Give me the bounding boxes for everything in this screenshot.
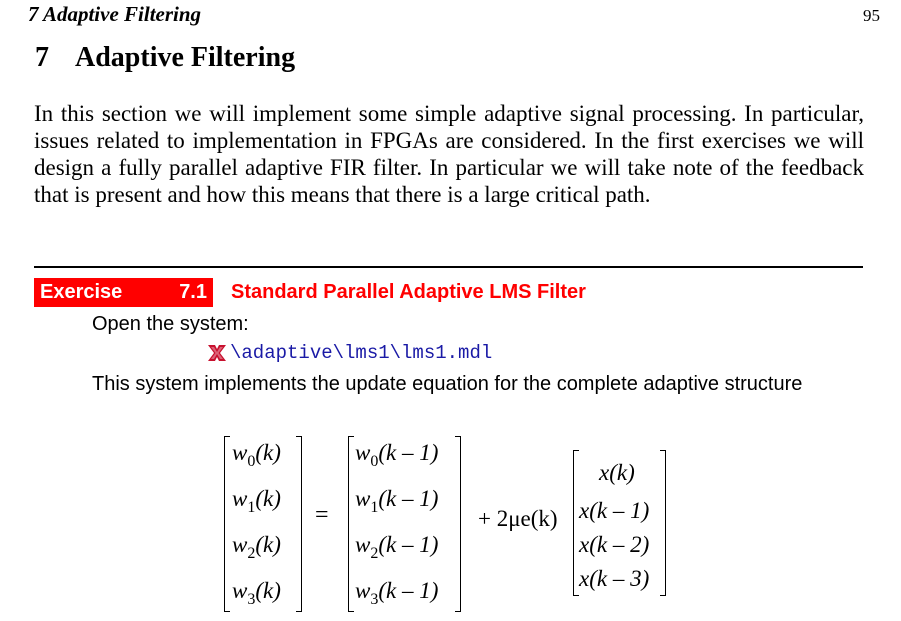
section-title: Adaptive Filtering [75,42,296,73]
intro-paragraph: In this section we will implement some simple adaptive signal processing. In particular, issues related to implementation in FPGAs are considered. In the first exercises we will design a fully parallel adaptive FIR filter. In particular we will take note of the feedback that is present and how this means that there is a large critical path. [34,101,864,207]
rhs1-entry: $w_1(k - 1)$ [355,486,439,516]
file-path-link[interactable] [207,342,492,364]
exercise-description: This system implements the update equation for the complete adaptive structure [92,373,803,395]
rhs1-entry: $w_2(k - 1)$ [355,532,439,562]
exercise-label: Exercise [40,281,123,303]
lhs-entry: $w_0(k)$ [232,440,281,470]
lhs-entry: $w_1(k)$ [232,486,281,516]
rhs1-left-bracket [348,436,354,612]
exercise-number: 7.1 [179,281,207,303]
rhs2-entry: x(k – 1) [579,498,650,523]
section-heading [35,42,295,74]
rhs2-vector [579,452,665,592]
rhs2-entry: x(k – 2) [579,532,650,557]
step-size-term: + 2μe(k) [478,506,558,531]
rhs2-entry: x(k) [599,460,635,485]
running-header: 7 Adaptive Filtering [28,2,202,26]
open-instruction: Open the system: [92,313,249,335]
rhs1-right-bracket [455,436,461,612]
xilinx-logo-icon [207,344,227,362]
rhs1-entry: $w_0(k - 1)$ [355,440,439,470]
rhs2-entry: x(k – 3) [579,566,650,591]
exercise-title: Standard Parallel Adaptive LMS Filter [231,281,586,303]
lhs-entry: $w_3(k)$ [232,578,281,608]
section-number: 7 [35,42,49,73]
file-path-text: \adaptive\lms1\lms1.mdl [230,342,493,364]
exercise-badge [34,278,213,307]
rhs1-vector [355,440,455,610]
equals-sign: = [315,502,329,528]
rhs1-entry: $w_3(k - 1)$ [355,578,439,608]
lhs-left-bracket [224,436,230,612]
lhs-vector [232,440,298,610]
page-number: 95 [863,6,880,25]
lhs-entry: $w_2(k)$ [232,532,281,562]
divider [34,266,863,268]
